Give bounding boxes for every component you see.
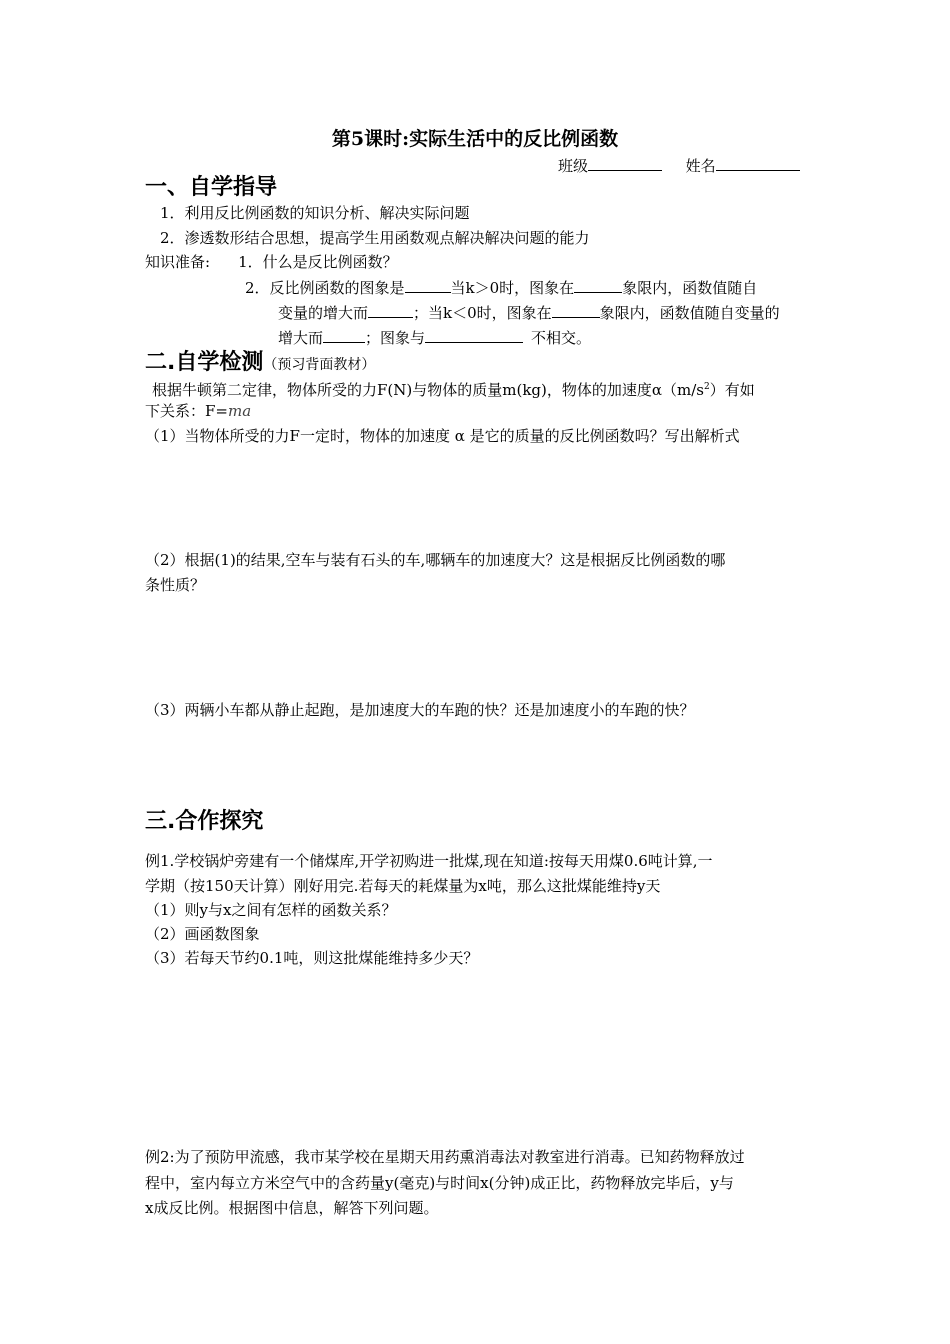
formula-ma: ma (227, 402, 252, 420)
blank-trend-neg[interactable] (323, 327, 365, 343)
blank-trend-pos[interactable] (368, 302, 413, 318)
question-2-line-2: 条性质？ (145, 576, 206, 594)
name-label: 姓名 (685, 157, 716, 175)
name-blank[interactable] (716, 155, 800, 171)
question-3: （3）两辆小车都从静止起跑，是加速度大的车跑的快？还是加速度小的车跑的快？ (145, 701, 695, 719)
prep2-text-i: 不相交。 (531, 329, 592, 347)
page-title: 第5课时:实际生活中的反比例函数 (331, 128, 619, 150)
prep-line-1 (145, 252, 398, 272)
prep-line-3 (278, 302, 780, 323)
prep2-text-h: ；图象与 (365, 329, 426, 347)
goal-1: 1．利用反比例函数的知识分析、解决实际问题 (160, 204, 470, 222)
blank-quadrant-neg[interactable] (552, 302, 600, 318)
example-2-line-3: x成反比例。根据图中信息，解答下列问题。 (145, 1199, 439, 1217)
question-2-line-1: （2）根据(1)的结果,空车与装有石头的车,哪辆车的加速度大？这是根据反比例函数的哪 (145, 551, 726, 569)
section2-note: （预习背面教材） (263, 357, 376, 373)
example-1-q3: （3）若每天节约0.1吨，则这批煤能维持多少天？ (145, 949, 479, 967)
newton-intro-1 (152, 377, 755, 400)
prep2-text-f: 象限内，函数值随自变量的 (599, 304, 780, 322)
prep-line-4 (278, 327, 591, 348)
intro2-text-a: 下关系：F= (145, 402, 228, 420)
example-1-line-2: 学期（按150天计算）刚好用完.若每天的耗煤量为x吨，那么这批煤能维持y天 (145, 877, 661, 895)
goal-2: 2．渗透数形结合思想，提高学生用函数观点解决解决问题的能力 (160, 229, 590, 247)
blank-graph-type[interactable] (405, 277, 451, 293)
section3-heading: 三.合作探究 (145, 809, 264, 834)
prep2-text-c: 象限内，函数值随自 (622, 279, 758, 297)
section2-heading-text: 二.自学检测 (145, 350, 264, 375)
intro1-sup: 2 (703, 382, 710, 392)
example-2-line-2: 程中，室内每立方米空气中的含药量y(毫克)与时间x(分钟)成正比，药物释放完毕后，y与 (145, 1174, 734, 1192)
class-label: 班级 (558, 157, 589, 175)
example-1-line-1: 例1.学校锅炉旁建有一个储煤库,开学初购进一批煤,现在知道:按每天用煤0.6吨计算,一 (145, 852, 713, 870)
blank-quadrant-pos[interactable] (574, 277, 622, 293)
example-2-line-1: 例2:为了预防甲流感，我市某学校在星期天用药熏消毒法对教室进行消毒。已知药物释放过 (145, 1148, 745, 1166)
prep2-text-b: 当k＞0时，图象在 (450, 279, 575, 297)
prep-q1: 1．什么是反比例函数？ (238, 253, 398, 271)
example-1-q2: （2）画函数图象 (145, 925, 260, 943)
section1-heading: 一、自学指导 (145, 175, 278, 200)
prep2-text-d: 变量的增大而 (278, 304, 369, 322)
intro1-text-a: 根据牛顿第二定律，物体所受的力F(N)与物体的质量m(kg)，物体的加速度α（m/s (152, 381, 704, 399)
class-name-line (558, 155, 800, 176)
newton-intro-2 (145, 401, 251, 421)
prep-line-2 (245, 277, 757, 298)
prep2-text-a: 2．反比例函数的图象是 (245, 279, 405, 297)
blank-axes[interactable] (425, 327, 523, 343)
class-blank[interactable] (588, 155, 662, 171)
prep2-text-g: 增大而 (278, 329, 324, 347)
prep2-text-e: ；当k＜0时，图象在 (413, 304, 552, 322)
example-1-q1: （1）则y与x之间有怎样的函数关系？ (145, 901, 397, 919)
prep-label: 知识准备: (145, 253, 211, 271)
section2-heading (145, 349, 375, 379)
intro1-text-b: ）有如 (709, 381, 755, 399)
question-1: （1）当物体所受的力F一定时，物体的加速度 α 是它的质量的反比例函数吗？写出解析式 (145, 427, 740, 445)
